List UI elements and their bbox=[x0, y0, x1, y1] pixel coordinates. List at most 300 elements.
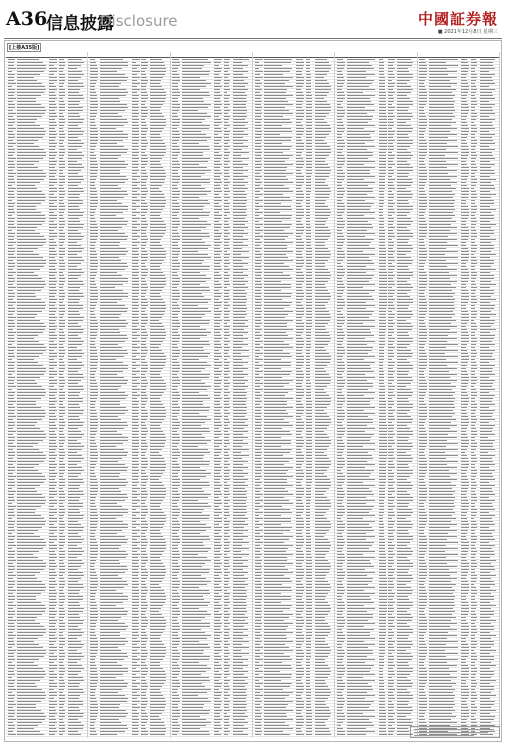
table-cell bbox=[68, 206, 80, 207]
table-cell bbox=[224, 629, 230, 630]
table-cell bbox=[224, 443, 230, 444]
table-cell bbox=[100, 536, 125, 537]
table-cell bbox=[306, 68, 310, 69]
table-cell bbox=[132, 113, 139, 114]
table-cell bbox=[214, 707, 220, 708]
table-cell bbox=[150, 131, 162, 132]
table-cell bbox=[132, 581, 139, 582]
table-cell bbox=[49, 164, 56, 165]
table-cell bbox=[49, 581, 56, 582]
table-cell bbox=[8, 455, 15, 456]
table-cell bbox=[68, 335, 78, 336]
table-cell bbox=[172, 482, 180, 483]
table-cell bbox=[182, 506, 211, 507]
table-cell bbox=[224, 65, 230, 66]
table-cell bbox=[172, 551, 179, 552]
table-cell bbox=[141, 305, 147, 306]
table-cell bbox=[17, 683, 35, 684]
table-cell bbox=[182, 398, 210, 399]
table-cell bbox=[90, 314, 96, 315]
table-cell bbox=[172, 674, 179, 675]
table-cell bbox=[224, 149, 229, 150]
table-cell bbox=[132, 65, 140, 66]
table-cell bbox=[224, 188, 230, 189]
table-cell bbox=[49, 293, 55, 294]
table-cell bbox=[132, 572, 140, 573]
table-cell bbox=[150, 122, 166, 123]
table-cell bbox=[8, 284, 14, 285]
table-cell bbox=[224, 707, 229, 708]
table-cell bbox=[224, 338, 228, 339]
table-cell bbox=[90, 302, 97, 303]
table-cell bbox=[49, 707, 54, 708]
table-cell bbox=[141, 380, 147, 381]
table-cell bbox=[264, 92, 286, 93]
table-cell bbox=[233, 158, 249, 159]
table-cell bbox=[8, 608, 14, 609]
table-cell bbox=[68, 320, 83, 321]
table-cell bbox=[141, 551, 145, 552]
table-cell bbox=[17, 140, 38, 141]
table-cell bbox=[214, 668, 222, 669]
table-cell bbox=[233, 602, 247, 603]
table-cell bbox=[90, 221, 96, 222]
table-cell bbox=[8, 260, 13, 261]
table-cell bbox=[100, 350, 128, 351]
table-cell bbox=[132, 623, 140, 624]
table-cell bbox=[172, 365, 180, 366]
table-cell bbox=[90, 392, 98, 393]
table-cell bbox=[68, 152, 82, 153]
table-cell bbox=[17, 260, 46, 261]
table-cell bbox=[182, 335, 207, 336]
table-cell bbox=[49, 713, 57, 714]
table-cell bbox=[17, 629, 46, 630]
table-cell bbox=[49, 683, 56, 684]
table-cell bbox=[90, 239, 97, 240]
table-cell bbox=[8, 116, 13, 117]
table-cell bbox=[17, 452, 43, 453]
table-cell bbox=[17, 434, 46, 435]
table-cell bbox=[8, 587, 14, 588]
table-cell bbox=[132, 509, 137, 510]
table-cell bbox=[100, 98, 120, 99]
table-cell bbox=[150, 305, 166, 306]
table-cell bbox=[172, 362, 178, 363]
table-cell bbox=[49, 716, 54, 717]
table-cell bbox=[150, 467, 166, 468]
table-cell bbox=[100, 506, 122, 507]
table-cell bbox=[59, 254, 65, 255]
table-cell bbox=[141, 374, 145, 375]
table-cell bbox=[172, 374, 177, 375]
section-title-english: Disclosure bbox=[100, 12, 178, 30]
table-cell bbox=[214, 197, 221, 198]
table-cell bbox=[8, 149, 15, 150]
table-cell bbox=[182, 476, 206, 477]
table-cell bbox=[132, 584, 139, 585]
table-cell bbox=[233, 224, 245, 225]
table-cell bbox=[132, 506, 140, 507]
table-cell bbox=[182, 347, 203, 348]
table-cell bbox=[132, 371, 140, 372]
table-cell bbox=[49, 548, 57, 549]
table-cell bbox=[8, 632, 13, 633]
table-cell bbox=[59, 551, 65, 552]
table-cell bbox=[8, 488, 13, 489]
table-cell bbox=[68, 269, 83, 270]
table-cell bbox=[233, 89, 248, 90]
table-cell bbox=[132, 341, 140, 342]
table-cell bbox=[90, 368, 97, 369]
table-cell bbox=[214, 185, 220, 186]
table-cell bbox=[141, 209, 147, 210]
table-cell bbox=[182, 83, 211, 84]
table-cell bbox=[17, 560, 43, 561]
table-cell bbox=[233, 134, 249, 135]
table-cell bbox=[68, 467, 83, 468]
table-cell bbox=[224, 305, 230, 306]
table-cell bbox=[172, 299, 178, 300]
table-cell bbox=[90, 128, 97, 129]
table-cell bbox=[8, 182, 16, 183]
table-cell bbox=[49, 611, 57, 612]
table-cell bbox=[132, 593, 139, 594]
table-cell bbox=[17, 188, 37, 189]
table-cell bbox=[59, 455, 65, 456]
table-cell bbox=[132, 695, 140, 696]
table-cell bbox=[132, 440, 139, 441]
table-cell bbox=[214, 515, 219, 516]
table-cell bbox=[182, 320, 210, 321]
table-cell bbox=[306, 104, 312, 105]
table-cell bbox=[68, 74, 84, 75]
table-cell bbox=[8, 251, 15, 252]
table-cell bbox=[214, 509, 221, 510]
table-cell bbox=[68, 167, 84, 168]
table-cell bbox=[150, 347, 159, 348]
table-cell bbox=[255, 68, 260, 69]
table-cell bbox=[8, 305, 14, 306]
table-cell bbox=[90, 215, 95, 216]
table-cell bbox=[132, 314, 138, 315]
table-cell bbox=[132, 677, 140, 678]
table-cell bbox=[68, 77, 81, 78]
table-cell bbox=[49, 638, 57, 639]
table-cell bbox=[141, 656, 147, 657]
table-cell bbox=[68, 104, 80, 105]
table-cell bbox=[172, 200, 177, 201]
table-cell bbox=[17, 641, 33, 642]
table-cell bbox=[17, 614, 42, 615]
table-cell bbox=[49, 506, 54, 507]
table-row bbox=[171, 733, 252, 737]
table-cell bbox=[141, 569, 146, 570]
table-cell bbox=[49, 398, 56, 399]
table-cell bbox=[49, 260, 56, 261]
table-cell bbox=[172, 122, 180, 123]
table-cell bbox=[100, 566, 127, 567]
table-cell bbox=[49, 203, 54, 204]
table-cell bbox=[90, 428, 97, 429]
table-cell bbox=[233, 269, 249, 270]
table-cell bbox=[224, 599, 229, 600]
table-cell bbox=[233, 173, 244, 174]
table-cell bbox=[172, 731, 179, 732]
table-cell bbox=[49, 284, 55, 285]
table-cell bbox=[100, 344, 118, 345]
table-cell bbox=[224, 731, 230, 732]
table-cell bbox=[172, 608, 179, 609]
table-cell bbox=[233, 356, 249, 357]
table-cell bbox=[68, 689, 83, 690]
table-cell bbox=[214, 626, 221, 627]
table-cell bbox=[100, 470, 127, 471]
table-cell bbox=[59, 569, 65, 570]
table-cell bbox=[8, 188, 16, 189]
table-cell bbox=[59, 416, 63, 417]
table-cell bbox=[49, 356, 56, 357]
table-cell bbox=[182, 659, 209, 660]
table-cell bbox=[90, 83, 96, 84]
table-cell bbox=[224, 626, 228, 627]
table-cell bbox=[172, 512, 180, 513]
table-cell bbox=[59, 242, 64, 243]
table-cell bbox=[100, 77, 129, 78]
table-cell bbox=[141, 116, 146, 117]
table-cell bbox=[100, 146, 125, 147]
table-cell bbox=[141, 68, 147, 69]
table-cell bbox=[132, 578, 139, 579]
table-cell bbox=[100, 662, 117, 663]
table-cell bbox=[68, 257, 82, 258]
table-cell bbox=[182, 152, 203, 153]
table-cell bbox=[8, 134, 15, 135]
table-cell bbox=[141, 353, 147, 354]
table-cell bbox=[182, 212, 210, 213]
table-cell bbox=[49, 110, 55, 111]
table-cell bbox=[132, 218, 140, 219]
table-cell bbox=[214, 203, 219, 204]
table-cell bbox=[90, 572, 97, 573]
table-cell bbox=[49, 668, 56, 669]
table-cell bbox=[90, 257, 97, 258]
table-cell bbox=[306, 77, 311, 78]
table-cell bbox=[214, 638, 220, 639]
table-cell bbox=[233, 650, 242, 651]
table-cell bbox=[233, 83, 248, 84]
table-cell bbox=[49, 254, 57, 255]
table-cell bbox=[132, 524, 140, 525]
table-cell bbox=[8, 731, 14, 732]
table-cell bbox=[59, 599, 65, 600]
table-cell bbox=[49, 143, 57, 144]
table-cell bbox=[141, 593, 147, 594]
table-cell bbox=[296, 101, 303, 102]
table-cell bbox=[17, 704, 36, 705]
table-cell bbox=[214, 398, 222, 399]
table-cell bbox=[17, 467, 34, 468]
table-cell bbox=[233, 497, 247, 498]
table-cell bbox=[17, 170, 43, 171]
table-cell bbox=[100, 647, 119, 648]
table-cell bbox=[49, 134, 57, 135]
table-cell bbox=[224, 59, 230, 60]
table-cell bbox=[90, 449, 98, 450]
table-cell bbox=[49, 563, 56, 564]
table-cell bbox=[233, 155, 242, 156]
table-cell bbox=[100, 458, 122, 459]
table-cell bbox=[90, 695, 95, 696]
table-cell bbox=[182, 137, 211, 138]
table-cell bbox=[233, 329, 244, 330]
table-cell bbox=[233, 146, 249, 147]
table-cell bbox=[49, 698, 54, 699]
table-cell bbox=[224, 62, 229, 63]
table-cell bbox=[150, 68, 166, 69]
table-cell bbox=[172, 377, 179, 378]
table-cell bbox=[8, 395, 15, 396]
table-cell bbox=[132, 332, 138, 333]
table-cell bbox=[100, 323, 129, 324]
table-cell bbox=[100, 392, 126, 393]
table-cell bbox=[141, 620, 147, 621]
table-cell bbox=[214, 155, 222, 156]
table-cell bbox=[90, 77, 98, 78]
table-cell bbox=[49, 161, 57, 162]
table-cell bbox=[68, 590, 80, 591]
table-cell bbox=[90, 341, 95, 342]
table-cell bbox=[214, 215, 222, 216]
table-cell bbox=[172, 392, 179, 393]
table-cell bbox=[150, 725, 165, 726]
table-cell bbox=[132, 197, 137, 198]
table-cell bbox=[68, 149, 77, 150]
table-cell bbox=[141, 629, 145, 630]
table-cell bbox=[8, 104, 16, 105]
table-cell bbox=[8, 98, 16, 99]
table-cell bbox=[214, 86, 222, 87]
table-cell bbox=[150, 731, 166, 732]
table-cell bbox=[172, 152, 180, 153]
table-cell bbox=[132, 398, 138, 399]
table-cell bbox=[100, 233, 125, 234]
table-cell bbox=[68, 215, 83, 216]
table-cell bbox=[8, 62, 15, 63]
table-cell bbox=[150, 440, 166, 441]
table-cell bbox=[214, 368, 219, 369]
table-cell bbox=[233, 572, 249, 573]
table-cell bbox=[59, 131, 64, 132]
table-cell bbox=[182, 188, 205, 189]
table-cell bbox=[233, 323, 245, 324]
table-cell bbox=[90, 527, 97, 528]
table-cell bbox=[233, 419, 248, 420]
table-cell bbox=[141, 98, 147, 99]
table-cell bbox=[59, 572, 65, 573]
table-cell bbox=[182, 122, 202, 123]
table-cell bbox=[172, 173, 178, 174]
table-cell bbox=[172, 176, 179, 177]
table-cell bbox=[17, 626, 44, 627]
table-cell bbox=[214, 566, 220, 567]
table-cell bbox=[233, 494, 246, 495]
table-cell bbox=[233, 506, 247, 507]
table-cell bbox=[233, 230, 245, 231]
table-cell bbox=[141, 440, 145, 441]
table-cell bbox=[68, 158, 82, 159]
table-cell bbox=[172, 68, 178, 69]
table-cell bbox=[182, 575, 201, 576]
table-cell bbox=[68, 677, 83, 678]
table-cell bbox=[90, 731, 96, 732]
table-cell bbox=[182, 383, 205, 384]
table-cell bbox=[59, 506, 64, 507]
table-cell bbox=[214, 530, 221, 531]
table-cell bbox=[17, 92, 44, 93]
table-cell bbox=[59, 608, 64, 609]
table-cell bbox=[150, 188, 159, 189]
table-cell bbox=[132, 452, 139, 453]
table-cell bbox=[233, 695, 247, 696]
table-cell bbox=[233, 272, 244, 273]
table-cell bbox=[214, 680, 219, 681]
table-cell bbox=[182, 359, 199, 360]
table-cell bbox=[132, 266, 139, 267]
table-cell bbox=[100, 524, 128, 525]
table-cell bbox=[150, 404, 163, 405]
table-cell bbox=[100, 122, 129, 123]
table-cell bbox=[49, 233, 56, 234]
table-cell bbox=[214, 527, 222, 528]
table-cell bbox=[315, 65, 331, 66]
table-cell bbox=[214, 467, 222, 468]
table-cell bbox=[172, 359, 177, 360]
table-cell bbox=[172, 167, 179, 168]
table-cell bbox=[132, 413, 140, 414]
table-cell bbox=[68, 494, 84, 495]
table-cell bbox=[150, 596, 166, 597]
table-cell bbox=[172, 548, 177, 549]
table-cell bbox=[150, 158, 162, 159]
table-cell bbox=[150, 137, 160, 138]
table-cell bbox=[141, 215, 145, 216]
table-cell bbox=[90, 68, 98, 69]
table-cell bbox=[315, 86, 331, 87]
table-cell bbox=[182, 419, 211, 420]
table-cell bbox=[49, 86, 56, 87]
table-cell bbox=[182, 356, 208, 357]
table-cell bbox=[224, 341, 230, 342]
table-cell bbox=[182, 686, 205, 687]
table-cell bbox=[8, 566, 16, 567]
table-cell bbox=[172, 728, 180, 729]
table-cell bbox=[224, 485, 230, 486]
table-cell bbox=[150, 461, 165, 462]
table-cell bbox=[182, 710, 210, 711]
table-cell bbox=[182, 515, 210, 516]
table-cell bbox=[68, 221, 80, 222]
table-cell bbox=[17, 644, 39, 645]
table-cell bbox=[150, 638, 160, 639]
table-cell bbox=[8, 686, 14, 687]
table-cell bbox=[68, 560, 82, 561]
table-cell bbox=[172, 719, 177, 720]
table-cell bbox=[182, 65, 204, 66]
table-cell bbox=[8, 620, 16, 621]
table-cell bbox=[132, 713, 140, 714]
table-cell bbox=[214, 302, 222, 303]
